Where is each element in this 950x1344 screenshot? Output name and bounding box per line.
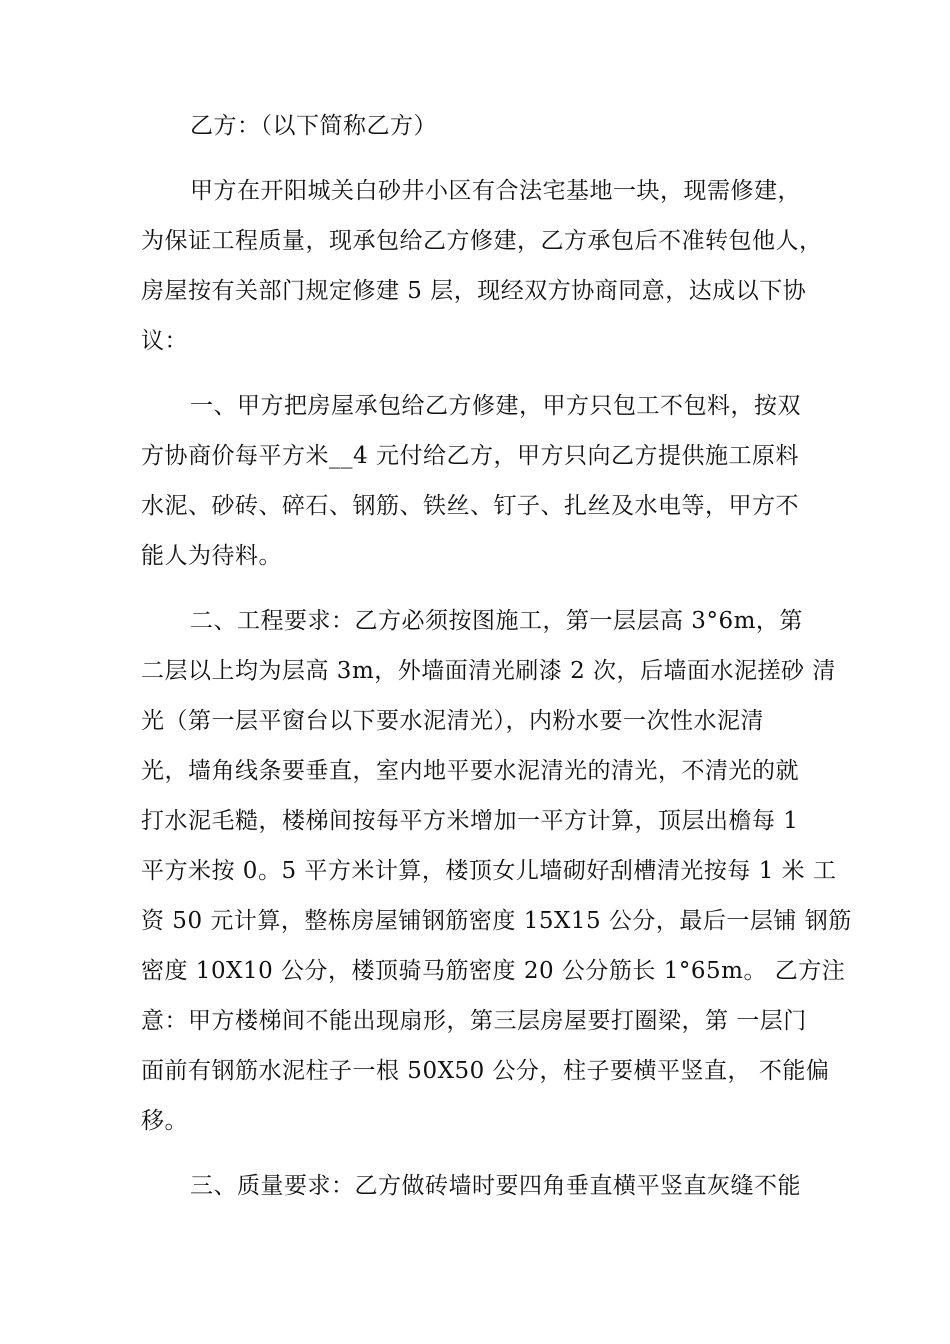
clause-3-line-1: 三、质量要求：乙方做砖墙时要四角垂直横平竖直灰缝不能: [190, 1173, 801, 1199]
clause-2-line-6: 平方米按 0。5 平方米计算，楼顶女儿墙砌好刮槽清光按每 1 米 工: [141, 858, 837, 884]
clause-2-line-3: 光（第一层平窗台以下要水泥清光），内粉水要一次性水泥清: [141, 708, 764, 734]
intro-line-1: 甲方在开阳城关白砂井小区有合法宅基地一块，现需修建，: [190, 178, 801, 204]
clause-2-line-10: 面前有钢筋水泥柱子一根 50X50 公分，柱子要横平竖直， 不能偏: [141, 1058, 830, 1084]
clause-2-line-9: 意：甲方楼梯间不能出现扇形，第三层房屋要打圈梁，第 一层门: [141, 1008, 807, 1034]
clause-2-line-4: 光，墙角线条要垂直，室内地平要水泥清光的清光，不清光的就: [141, 758, 799, 784]
clause-1-line-4: 能人为待料。: [141, 543, 282, 569]
intro-line-4: 议：: [141, 328, 188, 354]
intro-line-2: 为保证工程质量，现承包给乙方修建，乙方承包后不准转包他人，: [141, 228, 823, 254]
clause-1-line-1: 一、甲方把房屋承包给乙方修建，甲方只包工不包料，按双: [190, 393, 801, 419]
clause-2-line-7: 资 50 元计算，整栋房屋铺钢筋密度 15X15 公分，最后一层铺 钢筋: [141, 908, 852, 934]
clause-2-line-11: 移。: [141, 1108, 188, 1134]
intro-line-3: 房屋按有关部门规定修建 5 层，现经双方协商同意，达成以下协: [141, 278, 807, 304]
clause-2-line-1: 二、工程要求：乙方必须按图施工，第一层层高 3°6m，第: [190, 608, 803, 634]
clause-2-line-2: 二层以上均为层高 3m，外墙面清光刷漆 2 次，后墙面水泥搓砂 清: [141, 658, 836, 684]
party-b-line: 乙方：（以下简称乙方）: [190, 113, 437, 139]
clause-2-line-5: 打水泥毛糙，楼梯间按每平方米增加一平方计算，顶层出檐每 1: [141, 808, 799, 834]
clause-2-line-8: 密度 10X10 公分，楼顶骑马筋密度 20 公分筋长 1°65m。 乙方注: [141, 958, 846, 984]
clause-1-line-3: 水泥、砂砖、碎石、钢筋、铁丝、钉子、扎丝及水电等，甲方不: [141, 493, 799, 519]
clause-1-line-2: 方协商价每平方米__4 元付给乙方，甲方只向乙方提供施工原料: [141, 443, 799, 469]
